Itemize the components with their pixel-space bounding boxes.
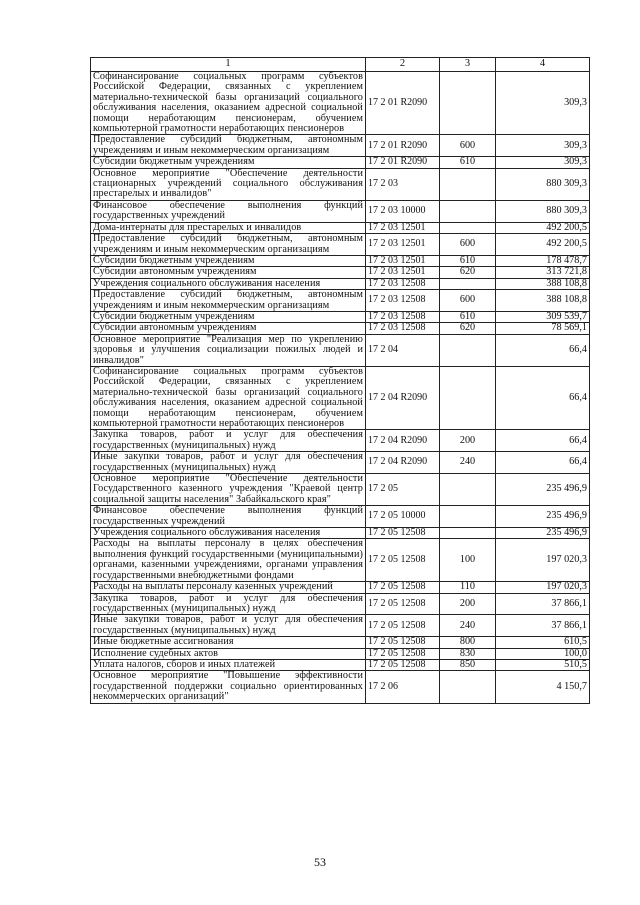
row-code: 17 2 05 12508 bbox=[366, 659, 440, 670]
row-sum: 880 309,3 bbox=[496, 200, 590, 222]
row-sum: 610,5 bbox=[496, 637, 590, 648]
table-row bbox=[91, 659, 590, 670]
row-code: 17 2 01 R2090 bbox=[366, 72, 440, 135]
table-row bbox=[91, 157, 590, 168]
row-code: 17 2 03 12508 bbox=[366, 323, 440, 334]
row-sum: 178 478,7 bbox=[496, 255, 590, 266]
row-code: 17 2 05 12508 bbox=[366, 528, 440, 539]
row-code: 17 2 04 R2090 bbox=[366, 430, 440, 452]
table-row bbox=[91, 234, 590, 256]
row-code: 17 2 03 12501 bbox=[366, 222, 440, 233]
row-code: 17 2 05 12508 bbox=[366, 648, 440, 659]
row-vr: 240 bbox=[440, 452, 496, 474]
row-sum: 492 200,5 bbox=[496, 222, 590, 233]
row-name: Субсидии бюджетным учреждениям bbox=[91, 157, 366, 168]
row-sum: 235 496,9 bbox=[496, 474, 590, 506]
row-vr: 600 bbox=[440, 290, 496, 312]
header-col-3: 3 bbox=[440, 58, 496, 72]
table-row bbox=[91, 267, 590, 278]
page-number: 53 bbox=[314, 855, 326, 869]
row-code: 17 2 03 12501 bbox=[366, 234, 440, 256]
row-code: 17 2 05 12508 bbox=[366, 593, 440, 615]
table-row bbox=[91, 311, 590, 322]
table-header-row bbox=[91, 58, 590, 72]
row-name: Учреждения социального обслуживания населения bbox=[91, 528, 366, 539]
row-sum: 235 496,9 bbox=[496, 528, 590, 539]
row-code: 17 2 03 12501 bbox=[366, 267, 440, 278]
row-vr: 850 bbox=[440, 659, 496, 670]
row-code: 17 2 04 R2090 bbox=[366, 452, 440, 474]
row-sum: 66,4 bbox=[496, 452, 590, 474]
row-vr: 610 bbox=[440, 311, 496, 322]
row-code: 17 2 05 12508 bbox=[366, 539, 440, 582]
header-col-4: 4 bbox=[496, 58, 590, 72]
row-sum: 37 866,1 bbox=[496, 593, 590, 615]
row-name: Иные закупки товаров, работ и услуг для обеспечения государственных (муниципальных) нужд bbox=[91, 452, 366, 474]
row-vr: 800 bbox=[440, 637, 496, 648]
row-name: Иные бюджетные ассигнования bbox=[91, 637, 366, 648]
row-vr: 100 bbox=[440, 539, 496, 582]
row-vr: 830 bbox=[440, 648, 496, 659]
row-sum: 197 020,3 bbox=[496, 582, 590, 593]
header-col-1: 1 bbox=[91, 58, 366, 72]
row-vr bbox=[440, 671, 496, 703]
row-sum: 309 539,7 bbox=[496, 311, 590, 322]
row-sum: 313 721,8 bbox=[496, 267, 590, 278]
row-name: Субсидии бюджетным учреждениям bbox=[91, 311, 366, 322]
row-code: 17 2 05 12508 bbox=[366, 582, 440, 593]
row-code: 17 2 03 12501 bbox=[366, 255, 440, 266]
row-code: 17 2 05 12508 bbox=[366, 615, 440, 637]
table-row bbox=[91, 222, 590, 233]
row-name: Финансовое обеспечение выполнения функций государственных учреждений bbox=[91, 200, 366, 222]
row-sum: 78 569,1 bbox=[496, 323, 590, 334]
row-sum: 492 200,5 bbox=[496, 234, 590, 256]
row-vr bbox=[440, 222, 496, 233]
row-vr: 600 bbox=[440, 135, 496, 157]
row-name: Софинансирование социальных программ субъектов Российской Федерации, связанных с укреплением материально-технической базы организаций социального обслуживания населения, оказанием адресной социальной помощи неработающим пенсионерам, обучением компьютерной грамотности неработающих пенсионеров bbox=[91, 72, 366, 135]
table-row bbox=[91, 648, 590, 659]
budget-table bbox=[90, 57, 590, 704]
row-name: Закупка товаров, работ и услуг для обеспечения государственных (муниципальных) нужд bbox=[91, 430, 366, 452]
table-row bbox=[91, 582, 590, 593]
row-vr: 620 bbox=[440, 267, 496, 278]
table-row bbox=[91, 474, 590, 506]
table-row bbox=[91, 200, 590, 222]
row-vr bbox=[440, 474, 496, 506]
row-vr: 200 bbox=[440, 593, 496, 615]
row-code: 17 2 04 bbox=[366, 334, 440, 366]
table-row bbox=[91, 168, 590, 200]
row-sum: 309,3 bbox=[496, 135, 590, 157]
row-name: Основное мероприятие "Обеспечение деятельности стационарных учреждений социального обслуживания престарелых и инвалидов" bbox=[91, 168, 366, 200]
table-row bbox=[91, 334, 590, 366]
row-code: 17 2 04 R2090 bbox=[366, 366, 440, 429]
table-row bbox=[91, 323, 590, 334]
row-sum: 4 150,7 bbox=[496, 671, 590, 703]
row-sum: 66,4 bbox=[496, 366, 590, 429]
table-body bbox=[91, 72, 590, 704]
row-name: Исполнение судебных актов bbox=[91, 648, 366, 659]
row-name: Предоставление субсидий бюджетным, автономным учреждениям и иным некоммерческим организациям bbox=[91, 290, 366, 312]
table-row bbox=[91, 135, 590, 157]
row-code: 17 2 03 10000 bbox=[366, 200, 440, 222]
row-name: Субсидии бюджетным учреждениям bbox=[91, 255, 366, 266]
row-name: Закупка товаров, работ и услуг для обеспечения государственных (муниципальных) нужд bbox=[91, 593, 366, 615]
row-sum: 37 866,1 bbox=[496, 615, 590, 637]
row-code: 17 2 03 12508 bbox=[366, 290, 440, 312]
header-col-2: 2 bbox=[366, 58, 440, 72]
row-sum: 66,4 bbox=[496, 430, 590, 452]
row-vr bbox=[440, 200, 496, 222]
row-vr: 240 bbox=[440, 615, 496, 637]
row-sum: 880 309,3 bbox=[496, 168, 590, 200]
row-vr bbox=[440, 168, 496, 200]
row-name: Учреждения социального обслуживания населения bbox=[91, 278, 366, 289]
row-sum: 388 108,8 bbox=[496, 290, 590, 312]
table-row bbox=[91, 593, 590, 615]
row-sum: 309,3 bbox=[496, 72, 590, 135]
row-sum: 197 020,3 bbox=[496, 539, 590, 582]
table-row bbox=[91, 452, 590, 474]
table-row bbox=[91, 615, 590, 637]
row-code: 17 2 03 12508 bbox=[366, 311, 440, 322]
row-vr bbox=[440, 506, 496, 528]
row-name: Основное мероприятие "Повышение эффективности государственной поддержки социально ориентированных некоммерческих организаций" bbox=[91, 671, 366, 703]
row-sum: 66,4 bbox=[496, 334, 590, 366]
table-row bbox=[91, 528, 590, 539]
row-vr: 110 bbox=[440, 582, 496, 593]
row-code: 17 2 01 R2090 bbox=[366, 135, 440, 157]
row-name: Субсидии автономным учреждениям bbox=[91, 323, 366, 334]
row-vr bbox=[440, 278, 496, 289]
row-code: 17 2 03 12508 bbox=[366, 278, 440, 289]
row-name: Субсидии автономным учреждениям bbox=[91, 267, 366, 278]
row-name: Дома-интернаты для престарелых и инвалидов bbox=[91, 222, 366, 233]
table-row bbox=[91, 278, 590, 289]
row-sum: 510,5 bbox=[496, 659, 590, 670]
row-vr bbox=[440, 334, 496, 366]
row-vr: 610 bbox=[440, 157, 496, 168]
row-name: Предоставление субсидий бюджетным, автономным учреждениям и иным некоммерческим организациям bbox=[91, 234, 366, 256]
row-code: 17 2 05 10000 bbox=[366, 506, 440, 528]
row-code: 17 2 03 bbox=[366, 168, 440, 200]
row-name: Расходы на выплаты персоналу казенных учреждений bbox=[91, 582, 366, 593]
row-vr: 600 bbox=[440, 234, 496, 256]
row-name: Основное мероприятие "Реализация мер по укреплению здоровья и улучшения социализации пожилых людей и инвалидов" bbox=[91, 334, 366, 366]
row-code: 17 2 01 R2090 bbox=[366, 157, 440, 168]
row-vr bbox=[440, 528, 496, 539]
row-name: Софинансирование социальных программ субъектов Российской Федерации, связанных с укреплением материально-технической базы организаций социального обслуживания населения, оказанием адресной социальной помощи неработающим пенсионерам, обучением компьютерной грамотности неработающих пенсионеров bbox=[91, 366, 366, 429]
row-sum: 100,0 bbox=[496, 648, 590, 659]
row-vr bbox=[440, 366, 496, 429]
row-sum: 388 108,8 bbox=[496, 278, 590, 289]
row-code: 17 2 05 12508 bbox=[366, 637, 440, 648]
table-row bbox=[91, 671, 590, 703]
row-sum: 235 496,9 bbox=[496, 506, 590, 528]
row-sum: 309,3 bbox=[496, 157, 590, 168]
table-row bbox=[91, 366, 590, 429]
row-name: Иные закупки товаров, работ и услуг для обеспечения государственных (муниципальных) нужд bbox=[91, 615, 366, 637]
table-row bbox=[91, 637, 590, 648]
row-code: 17 2 06 bbox=[366, 671, 440, 703]
row-name: Расходы на выплаты персоналу в целях обеспечения выполнения функций государственными (муниципальными) органами, казенными учреждениями, органами управления государственными внебюджетными фондами bbox=[91, 539, 366, 582]
row-code: 17 2 05 bbox=[366, 474, 440, 506]
table-row bbox=[91, 506, 590, 528]
table-row bbox=[91, 72, 590, 135]
row-vr: 200 bbox=[440, 430, 496, 452]
row-name: Основное мероприятие "Обеспечение деятельности Государственного казенного учреждения "Краевой центр социальной защиты населения" Забайкальского края" bbox=[91, 474, 366, 506]
row-vr bbox=[440, 72, 496, 135]
row-vr: 620 bbox=[440, 323, 496, 334]
table-row bbox=[91, 255, 590, 266]
row-name: Предоставление субсидий бюджетным, автономным учреждениям и иным некоммерческим организациям bbox=[91, 135, 366, 157]
row-name: Уплата налогов, сборов и иных платежей bbox=[91, 659, 366, 670]
row-name: Финансовое обеспечение выполнения функций государственных учреждений bbox=[91, 506, 366, 528]
table-row bbox=[91, 430, 590, 452]
row-vr: 610 bbox=[440, 255, 496, 266]
table-row bbox=[91, 290, 590, 312]
table-row bbox=[91, 539, 590, 582]
